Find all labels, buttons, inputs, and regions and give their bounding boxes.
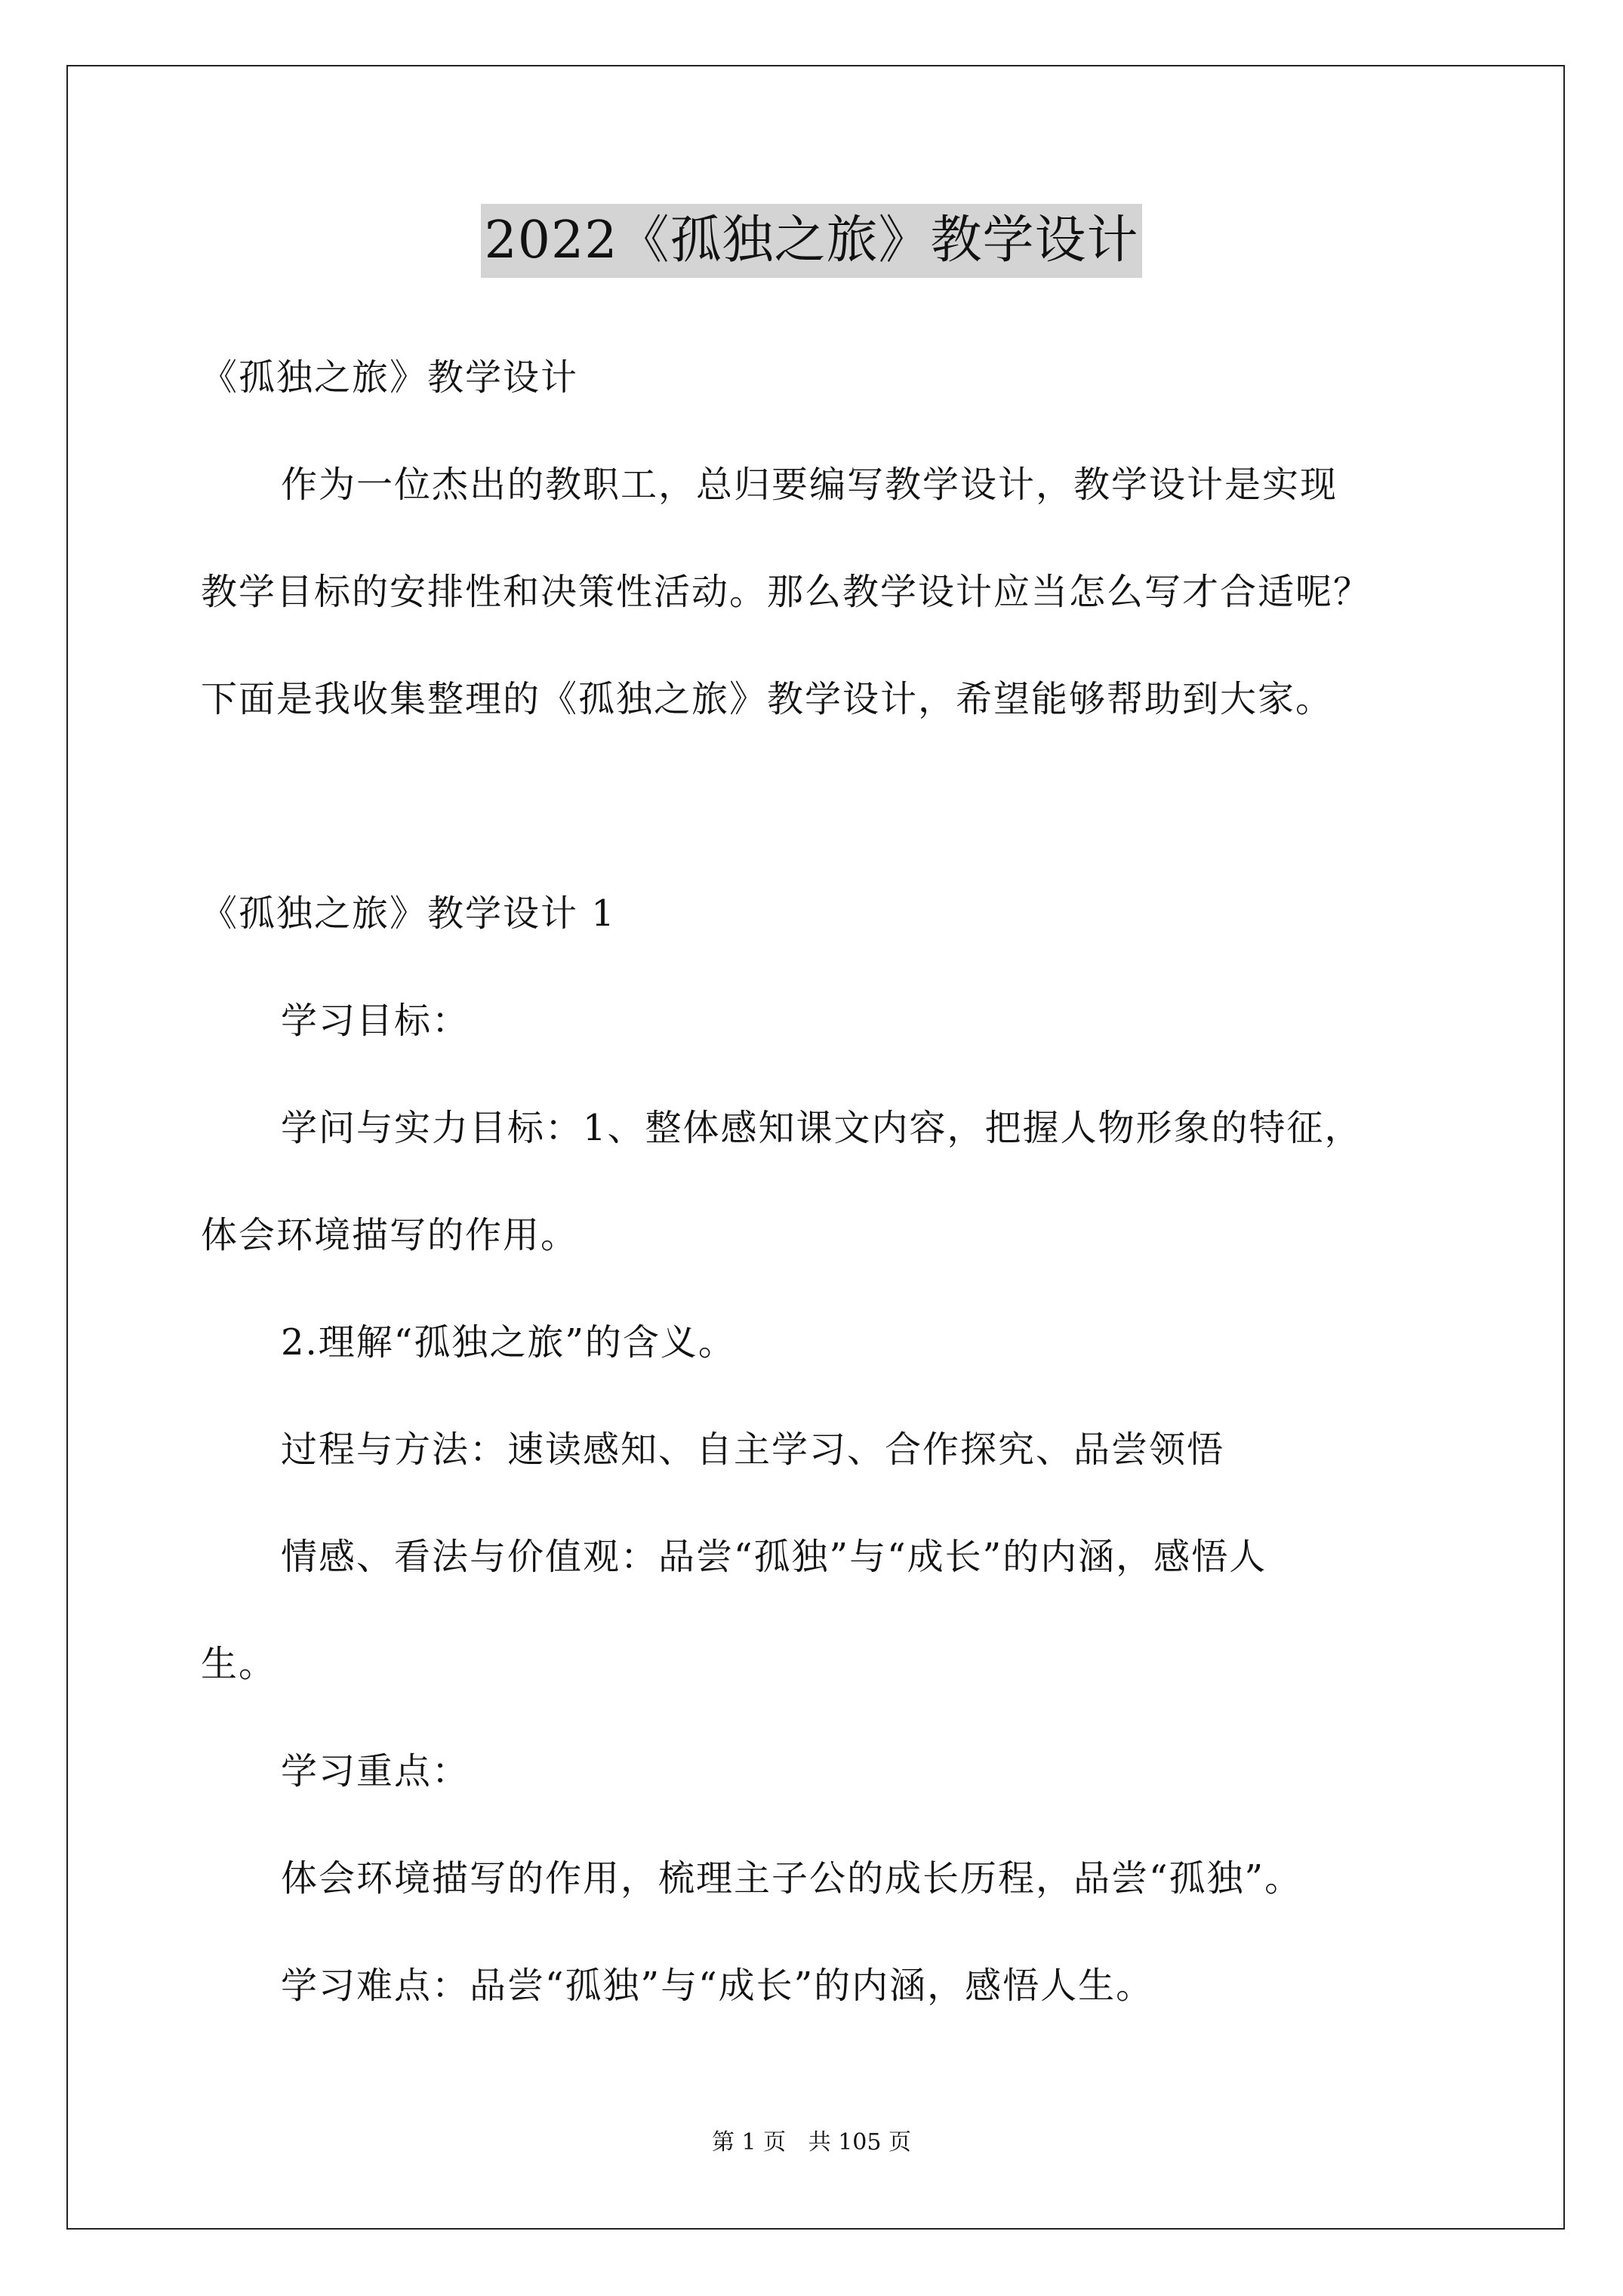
- paragraph-line: 学习重点：: [281, 1750, 470, 1792]
- title-container: [0, 204, 1623, 278]
- paragraph-line: 生。: [201, 1643, 277, 1685]
- page-footer: [0, 2128, 1623, 2158]
- paragraph-line: 情感、看法与价值观：品尝“孤独”与“成长”的内涵，感悟人: [281, 1536, 1267, 1578]
- paragraph-line: 下面是我收集整理的《孤独之旅》教学设计，希望能够帮助到大家。: [201, 678, 1334, 720]
- paragraph-line: 2.理解“孤独之旅”的含义。: [281, 1321, 736, 1364]
- paragraph-line: 学习目标：: [281, 1000, 470, 1042]
- page-total: 共 105 页: [808, 2129, 912, 2156]
- paragraph-line: 体会环境描写的作用，梳理主子公的成长历程，品尝“孤独”。: [281, 1857, 1303, 1900]
- paragraph-line: 学习难点：品尝“孤独”与“成长”的内涵，感悟人生。: [281, 1965, 1154, 2007]
- paragraph-line: 学问与实力目标：1、整体感知课文内容，把握人物形象的特征，: [281, 1107, 1363, 1149]
- document-title: 2022《孤独之旅》教学设计: [481, 204, 1141, 278]
- paragraph-line: 过程与方法：速读感知、自主学习、合作探究、品尝领悟: [281, 1428, 1225, 1471]
- paragraph-line: 教学目标的安排性和决策性活动。那么教学设计应当怎么写才合适呢？: [201, 571, 1372, 613]
- paragraph-line: 作为一位杰出的教职工，总归要编写教学设计，教学设计是实现: [281, 464, 1338, 506]
- subtitle-line: 《孤独之旅》教学设计: [201, 356, 579, 399]
- paragraph-line: 体会环境描写的作用。: [201, 1214, 579, 1256]
- page-number: 第 1 页: [711, 2129, 787, 2156]
- section-heading: 《孤独之旅》教学设计 1: [201, 892, 616, 935]
